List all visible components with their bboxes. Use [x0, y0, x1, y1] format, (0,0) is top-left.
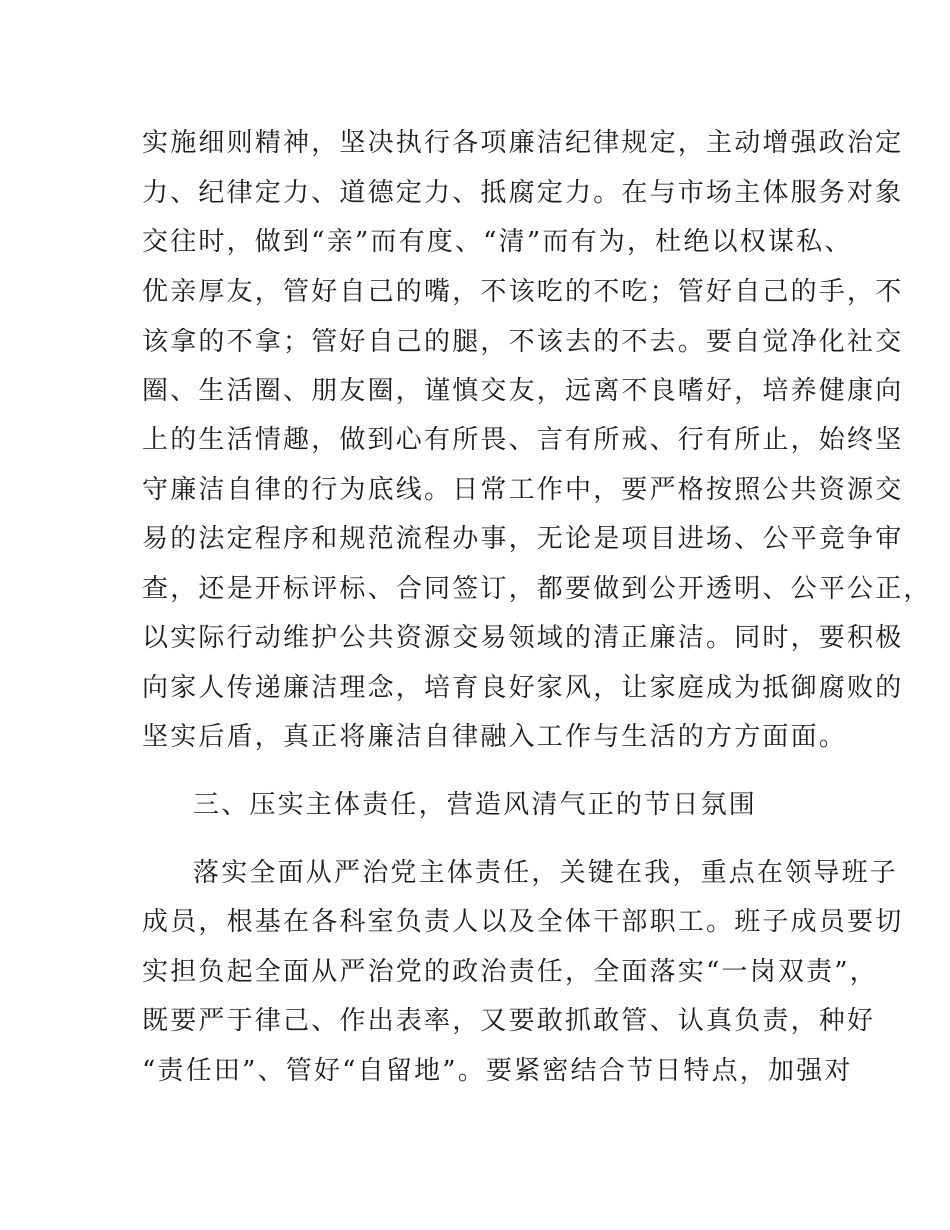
paragraph-line: 交往时，做到“亲”而有度、“清”而有为，杜绝以权谋私、	[142, 227, 853, 257]
paragraph-line: 守廉洁自律的行为底线。日常工作中，要严格按照公共资源交	[142, 475, 904, 505]
paragraph-line: 上的生活情趣，做到心有所畏、言有所戒、行有所止，始终坚	[142, 425, 904, 455]
paragraph-line: 圈、生活圈、朋友圈，谨慎交友，远离不良嗜好，培养健康向	[142, 376, 904, 406]
paragraph-line: 查，还是开标评标、合同签订，都要做到公开透明、公平公正，	[142, 574, 932, 604]
paragraph-line: 实担负起全面从严治党的政治责任，全面落实“一岗双责”，	[142, 957, 878, 987]
paragraph-line: 既要严于律己、作出表率，又要敢抓敢管、认真负责，种好	[142, 1006, 876, 1036]
paragraph-line: “责任田”、管好“自留地”。要紧密结合节日特点，加强对	[142, 1056, 853, 1086]
paragraph-line: 成员，根基在各科室负责人以及全体干部职工。班子成员要切	[142, 907, 904, 937]
paragraph-line: 优亲厚友，管好自己的嘴，不该吃的不吃；管好自己的手，不	[142, 277, 904, 307]
paragraph-line: 力、纪律定力、道德定力、抵腐定力。在与市场主体服务对象	[142, 178, 904, 208]
paragraph-line: 坚实后盾，真正将廉洁自律融入工作与生活的方方面面。	[142, 722, 848, 752]
paragraph-line: 实施细则精神，坚决执行各项廉洁纪律规定，主动增强政治定	[142, 128, 904, 158]
paragraph-line: 易的法定程序和规范流程办事，无论是项目进场、公平竞争审	[142, 524, 904, 554]
paragraph-line: 落实全面从严治党主体责任，关键在我，重点在领导班子	[193, 858, 899, 888]
section-heading: 三、压实主体责任，营造风清气正的节日氛围	[193, 790, 758, 820]
paragraph-line: 向家人传递廉洁理念，培育良好家风，让家庭成为抵御腐败的	[142, 673, 904, 703]
paragraph-line: 该拿的不拿；管好自己的腿，不该去的不去。要自觉净化社交	[142, 327, 904, 357]
paragraph-line: 以实际行动维护公共资源交易领域的清正廉洁。同时，要积极	[142, 623, 904, 653]
